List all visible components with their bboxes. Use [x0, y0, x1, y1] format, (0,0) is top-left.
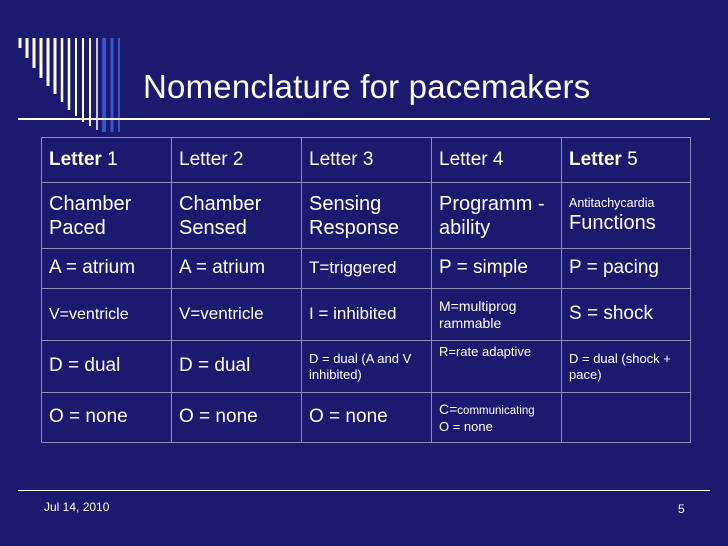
table-cell: D = dual (A and V inhibited): [302, 341, 432, 393]
table-cell: P = simple: [432, 249, 562, 289]
title-divider: [18, 118, 710, 120]
header-cell-5: Letter 5: [562, 138, 691, 183]
slide-title: Nomenclature for pacemakers: [143, 68, 591, 105]
table-header-row: [42, 138, 691, 183]
cell-small-text: communicating: [457, 405, 535, 418]
table-cell: V=ventricle: [42, 289, 172, 341]
table-cell: [562, 183, 691, 249]
table-row: [42, 183, 691, 249]
table-row: [42, 249, 691, 289]
table-cell: D = dual: [172, 341, 302, 393]
table-row: [42, 289, 691, 341]
table-cell: Chamber Paced: [42, 183, 172, 249]
nomenclature-table: [41, 137, 691, 443]
table-cell: Chamber Sensed: [172, 183, 302, 249]
table-cell: [432, 393, 562, 443]
table-cell: Sensing Response: [302, 183, 432, 249]
header-cell-3: Letter 3: [302, 138, 432, 183]
table-row: [42, 393, 691, 443]
header-cell-2: Letter 2: [172, 138, 302, 183]
table-row: [42, 341, 691, 393]
table-cell: D = dual: [42, 341, 172, 393]
table-cell: O = none: [302, 393, 432, 443]
header-cell-4: Letter 4: [432, 138, 562, 183]
table-cell: R=rate adaptive: [432, 341, 562, 393]
table-cell: I = inhibited: [302, 289, 432, 341]
table-cell: A = atrium: [172, 249, 302, 289]
table-cell: D = dual (shock + pace): [562, 341, 691, 393]
table-cell: O = none: [42, 393, 172, 443]
cell-prefix: C=: [439, 401, 458, 418]
table-cell: P = pacing: [562, 249, 691, 289]
table-cell: Programm -ability: [432, 183, 562, 249]
table-cell: S = shock: [562, 289, 691, 341]
header-cell-1: Letter 1: [42, 138, 172, 183]
table-cell: V=ventricle: [172, 289, 302, 341]
table-cell: O = none: [172, 393, 302, 443]
table-cell: A = atrium: [42, 249, 172, 289]
table-cell: M=multiprog rammable: [432, 289, 562, 341]
cell-line-2: O = none: [439, 419, 493, 435]
footer-divider: [18, 490, 710, 491]
footer-date: Jul 14, 2010: [44, 500, 110, 514]
table-cell: T=triggered: [302, 249, 432, 289]
page-number: 5: [678, 502, 685, 516]
cell-large-text: Functions: [569, 212, 656, 234]
table-cell-empty: [562, 393, 691, 443]
cell-small-text: Antitachycardia: [569, 196, 655, 210]
